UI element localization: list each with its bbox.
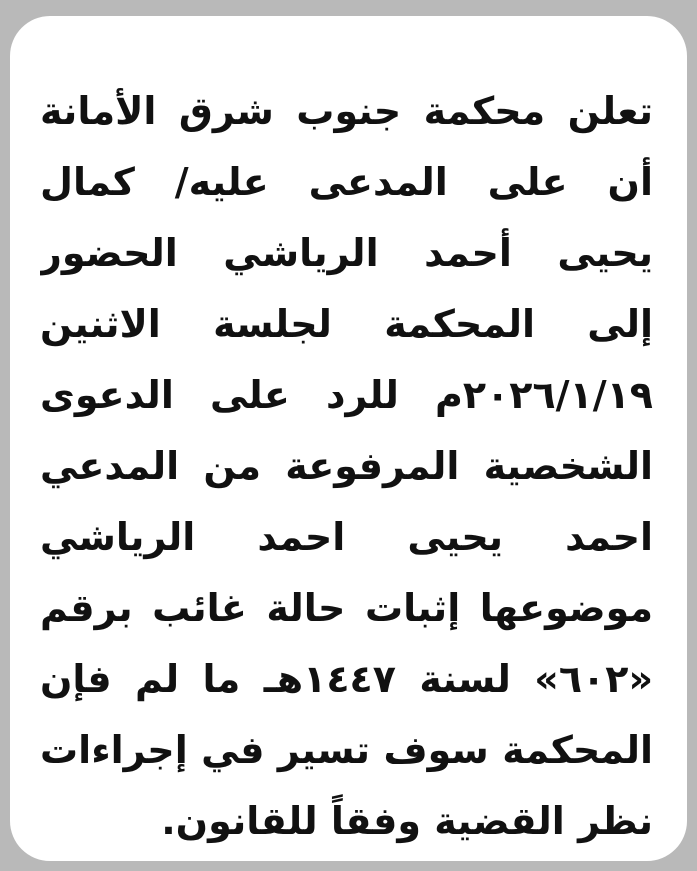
notice-line-9: «٦٠٢» لسنة ١٤٤٧هـ ما لم فإن — [40, 657, 653, 701]
notice-line-7: احمد يحيى احمد الرياشي — [40, 515, 653, 559]
notice-line-5: ٢٠٢٦/١/١٩م للرد على الدعوى — [40, 373, 653, 417]
notice-line-3: يحيى أحمد الرياشي الحضور — [40, 231, 653, 275]
notice-line-11: نظر القضية وفقاً للقانون. — [161, 799, 653, 843]
notice-line-2: أن على المدعى عليه/ كمال — [40, 160, 653, 204]
notice-line-10: المحكمة سوف تسير في إجراءات — [40, 728, 653, 772]
notice-line-8: موضوعها إثبات حالة غائب برقم — [40, 586, 653, 630]
notice-line-6: الشخصية المرفوعة من المدعي — [40, 444, 653, 488]
notice-line-1: تعلن محكمة جنوب شرق الأمانة — [40, 89, 653, 133]
notice-line-4: إلى المحكمة لجلسة الاثنين — [40, 302, 653, 346]
notice-card — [10, 16, 687, 861]
